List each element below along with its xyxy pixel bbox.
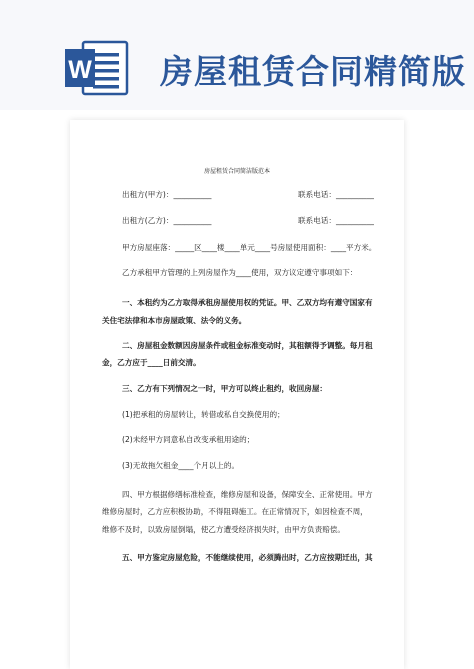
word-icon-letter: W (68, 56, 92, 84)
intro-line: 乙方承租甲方管理的上列房屋作为____使用，双方议定遵守事项如下： (122, 268, 358, 277)
clause-1-line-2: 关住宅法律和本市房屋政策、法令的义务。 (102, 316, 247, 325)
lessor-phone-field: 联系电话：__________ (298, 190, 374, 199)
banner-title: 房屋租赁合同精简版 (160, 52, 466, 91)
clause-2-line-2: 金，乙方应于____日前交清。 (102, 358, 201, 367)
lessee-field: 出租方(乙方)：__________ (122, 216, 212, 225)
clause-4-line-3: 维修不及时，以致房屋倒塌，使乙方遭受经济损失时，由甲方负责赔偿。 (102, 525, 345, 534)
header-banner (0, 0, 474, 110)
clause-5-line-1: 五、甲方鉴定房屋危险，不能继续使用，必须腾出时，乙方应按期迁出，其 (122, 553, 373, 562)
clause-3-item-3: (3)无故拖欠租金____个月以上的。 (122, 461, 240, 470)
clause-4-line-2: 维修房屋时，乙方应积极协助，不得阻碍施工。在正常情况下，如因检查不周， (102, 507, 368, 516)
lessee-phone-field: 联系电话：__________ (298, 216, 374, 225)
document-title: 房屋租赁合同简洁版范本 (203, 168, 270, 175)
lessor-field: 出租方(甲方)：__________ (122, 190, 212, 199)
clause-2-line-1: 二、房屋租金数额因房屋条件或租金标准变动时，其租额得予调整。每月租 (122, 341, 373, 350)
clause-3-item-1: (1)把承租的房屋转让，转借或私自交换使用的； (122, 410, 285, 419)
clause-3-line: 三、乙方有下列情况之一时，甲方可以终止租约，收回房屋： (122, 384, 328, 393)
document-page (70, 120, 404, 669)
word-doc-icon (63, 40, 129, 96)
clause-1-line-1: 一、本租约为乙方取得承租房屋使用权的凭证。甲、乙双方均有遵守国家有 (122, 298, 373, 307)
property-location-line: 甲方房屋座落：_____区____楼____单元____号房屋使用面积：____平方米。 (122, 243, 377, 252)
clause-4-line-1: 四、甲方根据修缮标准检查，维修房屋和设备，保障安全、正常使用。甲方 (122, 490, 373, 499)
clause-3-item-2: (2)未经甲方同意私自改变承租用途的； (122, 435, 255, 444)
